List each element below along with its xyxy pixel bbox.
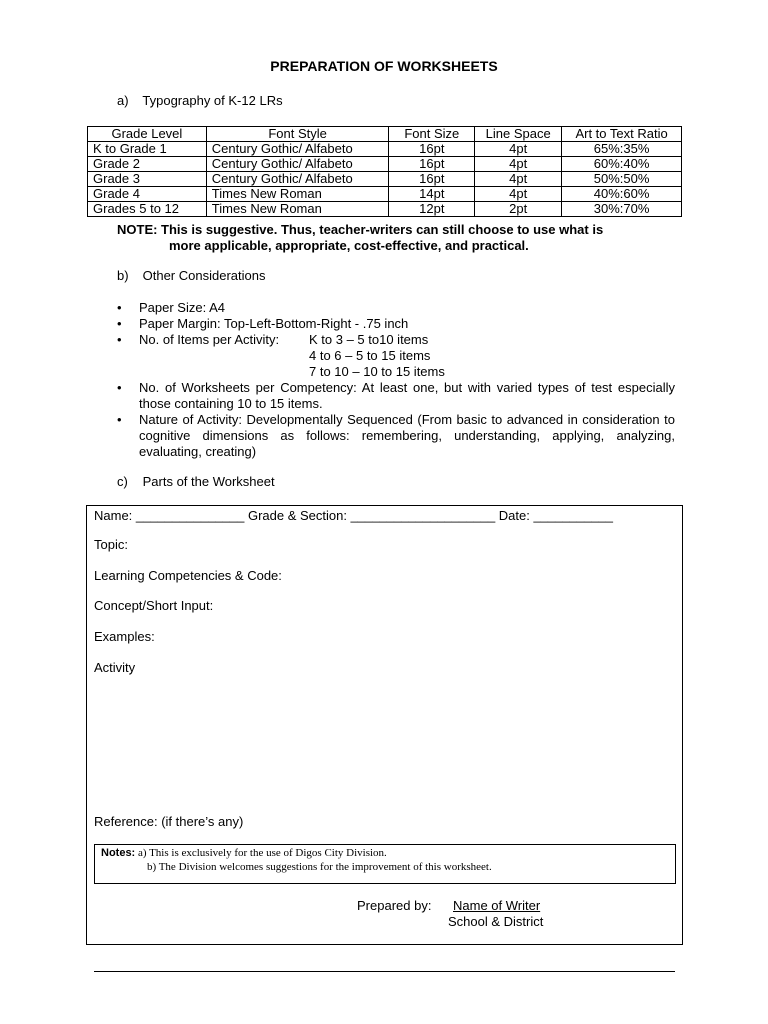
notes-line-a: Notes: a) This is exclusively for the use of Digos City Division. <box>101 847 387 859</box>
section-a-text: Typography of K-12 LRs <box>142 93 283 108</box>
table-row <box>88 202 682 217</box>
cell-grade: K to Grade 1 <box>88 142 207 157</box>
bullet-icon: • <box>117 332 122 347</box>
section-c-text: Parts of the Worksheet <box>142 474 275 489</box>
worksheet-template-box <box>86 505 683 945</box>
table-row <box>88 187 682 202</box>
cell-grade: Grades 5 to 12 <box>88 202 207 217</box>
reference-label: Reference: (if there’s any) <box>94 814 244 829</box>
list-item-paper-margin: • Paper Margin: Top-Left-Bottom-Right - .75 inch <box>117 316 409 331</box>
notes-line-b: b) The Division welcomes suggestions for the improvement of this worksheet. <box>147 861 492 873</box>
list-item-paper-size: • Paper Size: A4 <box>117 300 225 315</box>
cell-art-ratio: 65%:35% <box>562 142 682 157</box>
examples-label: Examples: <box>94 629 155 644</box>
cell-line-space: 4pt <box>475 187 562 202</box>
section-a-heading <box>117 93 283 108</box>
prepared-by-label: Prepared by: <box>357 898 432 913</box>
items-range-2: 4 to 6 – 5 to 15 items <box>309 348 431 363</box>
cell-font-size: 14pt <box>389 187 475 202</box>
items-range-1: K to 3 – 5 to10 items <box>309 332 429 347</box>
note-line-1: NOTE: This is suggestive. Thus, teacher-writers can still choose to use what is <box>117 222 604 237</box>
cell-grade: Grade 4 <box>88 187 207 202</box>
prepared-by-line <box>357 898 540 913</box>
considerations-list <box>117 300 675 460</box>
bullet-icon: • <box>117 300 122 315</box>
typography-note <box>117 222 677 254</box>
section-b-heading <box>117 268 265 283</box>
section-b-text: Other Considerations <box>142 268 266 283</box>
list-item-items-per-activity <box>117 332 675 380</box>
cell-line-space: 4pt <box>475 157 562 172</box>
cell-art-ratio: 30%:70% <box>562 202 682 217</box>
cell-font-style: Times New Roman <box>206 202 389 217</box>
header-grade-level: Grade Level <box>88 127 207 142</box>
page-title: PREPARATION OF WORKSHEETS <box>270 58 498 74</box>
bullet-icon: • <box>117 316 122 331</box>
cell-art-ratio: 40%:60% <box>562 187 682 202</box>
cell-line-space: 4pt <box>475 142 562 157</box>
header-font-size: Font Size <box>389 127 475 142</box>
cell-line-space: 2pt <box>475 202 562 217</box>
section-a-label: a) <box>117 93 129 108</box>
table-row <box>88 172 682 187</box>
cell-font-size: 16pt <box>389 142 475 157</box>
section-c-label: c) <box>117 474 128 489</box>
header-line-space: Line Space <box>475 127 562 142</box>
school-district: School & District <box>448 914 544 929</box>
list-item-nature: • Nature of Activity: Developmentally Sequenced (From basic to advanced in consideration to cognitive dimensions as follows: remembering, understanding, applying, analyzing, evaluating, creating) <box>117 412 675 459</box>
cell-font-size: 12pt <box>389 202 475 217</box>
section-b-label: b) <box>117 268 129 283</box>
list-item-worksheets: • No. of Worksheets per Competency: At least one, but with varied types of test especially those containing 10 to 15 items. <box>117 380 675 411</box>
footer-divider <box>94 971 675 972</box>
cell-grade: Grade 2 <box>88 157 207 172</box>
cell-font-style: Century Gothic/ Alfabeto <box>206 172 389 187</box>
header-font-style: Font Style <box>206 127 389 142</box>
note-line-2: more applicable, appropriate, cost-effective, and practical. <box>169 238 529 253</box>
activity-label: Activity <box>94 660 136 675</box>
cell-font-style: Century Gothic/ Alfabeto <box>206 157 389 172</box>
cell-font-style: Century Gothic/ Alfabeto <box>206 142 389 157</box>
section-c-heading <box>117 474 275 489</box>
concept-label: Concept/Short Input: <box>94 598 214 613</box>
cell-art-ratio: 50%:50% <box>562 172 682 187</box>
cell-font-style: Times New Roman <box>206 187 389 202</box>
notes-box <box>94 844 676 884</box>
table-header-row <box>88 127 682 142</box>
cell-grade: Grade 3 <box>88 172 207 187</box>
table-row <box>88 142 682 157</box>
cell-line-space: 4pt <box>475 172 562 187</box>
name-grade-date-line: Name: _______________ Grade & Section: ____________________ Date: ___________ <box>94 508 613 523</box>
header-art-ratio: Art to Text Ratio <box>562 127 682 142</box>
cell-font-size: 16pt <box>389 172 475 187</box>
typography-table <box>87 126 682 217</box>
cell-font-size: 16pt <box>389 157 475 172</box>
items-range-3: 7 to 10 – 10 to 15 items <box>309 364 445 379</box>
notes-label: Notes: <box>101 847 136 859</box>
cell-art-ratio: 60%:40% <box>562 157 682 172</box>
bullet-icon: • <box>117 412 122 427</box>
items-label: No. of Items per Activity: <box>139 332 280 347</box>
table-row <box>88 157 682 172</box>
writer-name: Name of Writer <box>453 898 541 913</box>
bullet-icon: • <box>117 380 122 395</box>
competencies-label: Learning Competencies & Code: <box>94 568 282 583</box>
topic-label: Topic: <box>94 537 128 552</box>
